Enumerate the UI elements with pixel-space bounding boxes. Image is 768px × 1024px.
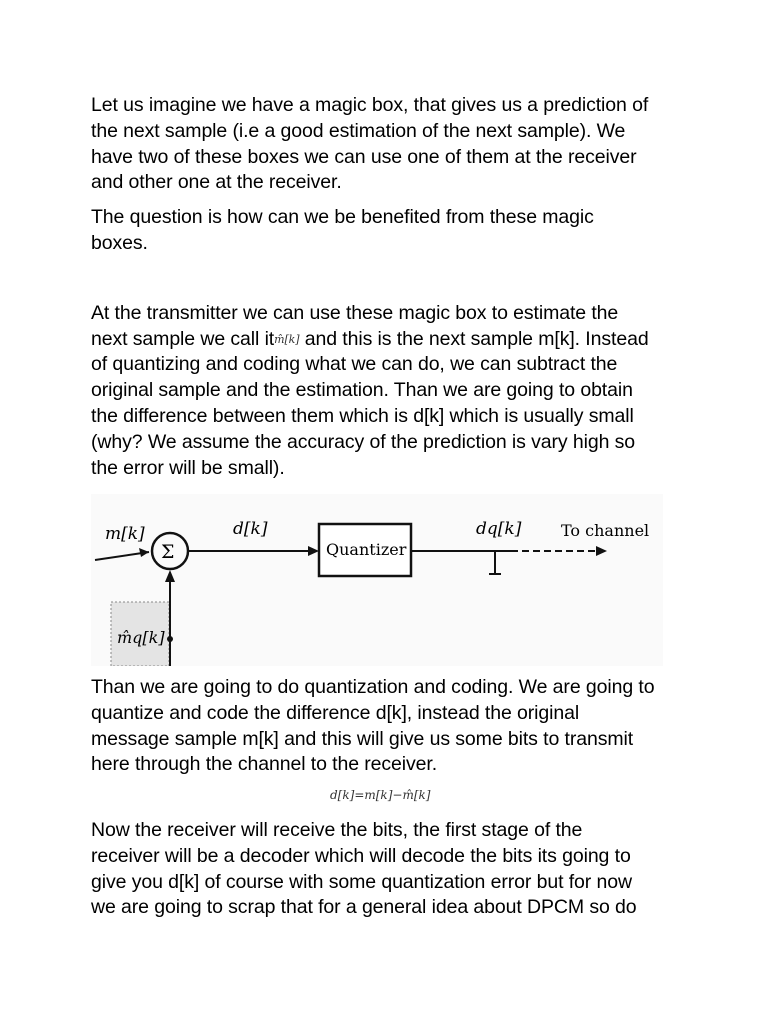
paragraph-receiver: Now the receiver will receive the bits, the first stage of the receiver will be a decoder which will decode the bits its going to give you d[k] of course with some quantization error but for now we are going to scrap that for a general idea about DPCM so do (91, 819, 637, 919)
quantizer-label: Quantizer (326, 540, 407, 559)
document-body (91, 93, 691, 481)
sum-symbol: Σ (161, 541, 175, 563)
paragraph-quantization: Than we are going to do quantization and coding. We are going to quantize and code the difference d[k], instead the original message sample m[k] and this will give us some bits to transmit here through the channel to the receiver. (91, 676, 655, 776)
dpcm-block-diagram (91, 494, 663, 666)
output-label: To channel (561, 521, 650, 540)
difference-formula: d[k]=m[k]−m̂[k] (330, 788, 431, 802)
paragraph-intro: Let us imagine we have a magic box, that gives us a prediction of the next sample (i.e a good estimation of the next sample). We have two of these boxes we can use one of them at the receiver and other one at the receiver. (91, 94, 649, 194)
quantized-label: dq[k] (476, 519, 522, 539)
paragraph-transmitter (91, 301, 691, 482)
inline-equation: m̂[k] (274, 332, 300, 346)
input-label: m[k] (105, 524, 145, 544)
paragraph-transmitter-b: and this is the next sample m[k]. Instead of quantizing and coding what we can do, we can subtract the original sample and the estimation. Than we are going to obtain the difference between them which is d[k] which is usually small (why? We assume the accuracy of the prediction is vary high so the error will be small). (91, 327, 649, 479)
difference-label: d[k] (233, 519, 268, 539)
paragraph-transmitter-a: At the transmitter we can use these magic box to estimate the next sample we call it (91, 301, 619, 350)
paragraph-question: The question is how can we be benefited from these magic boxes. (91, 206, 594, 254)
feedback-label: m̂q[k] (117, 628, 165, 647)
